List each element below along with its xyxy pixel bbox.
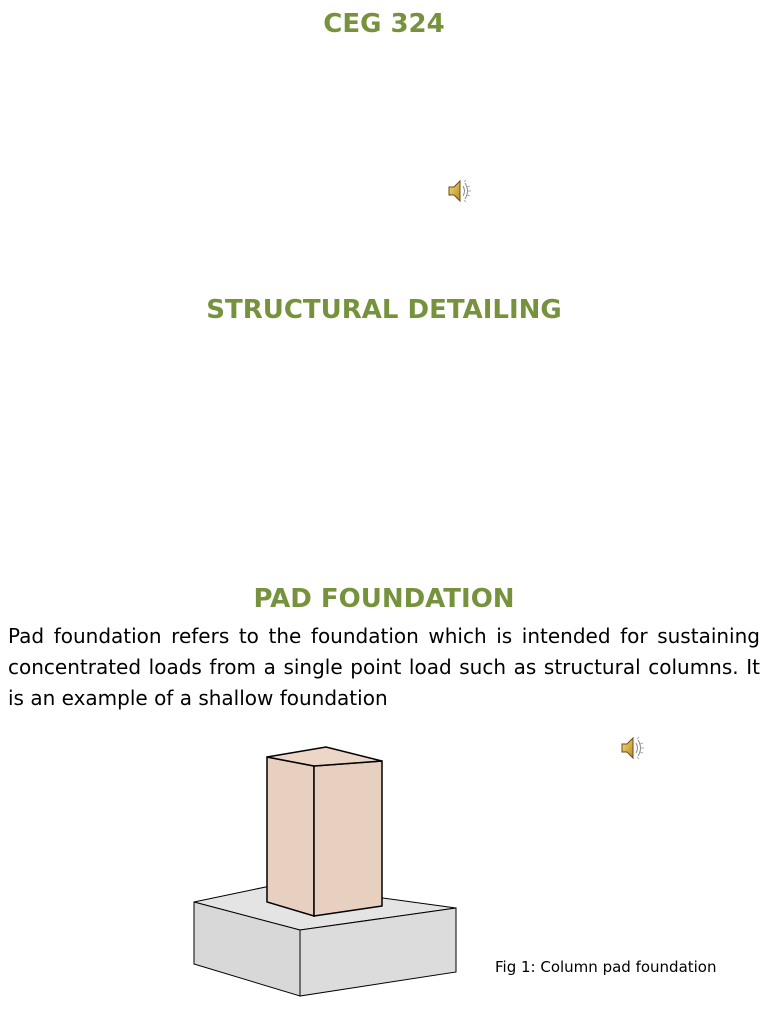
speaker-icon-graphic	[619, 735, 645, 761]
speaker-icon[interactable]	[446, 178, 472, 204]
slide-title-structural-detailing: STRUCTURAL DETAILING	[206, 295, 562, 325]
pad-foundation-description: Pad foundation refers to the foundation which is intended for sustaining concentrated loads from a single point load such as structural columns. It is an example of a shallow foundation	[8, 624, 760, 710]
column-pad-foundation-drawing	[190, 744, 462, 1000]
column-right-face	[314, 761, 382, 916]
speaker-icon[interactable]	[619, 735, 645, 761]
column-pad-foundation-figure	[190, 744, 462, 1000]
slide-title-pad-foundation: PAD FOUNDATION	[253, 584, 515, 614]
figure-caption: Fig 1: Column pad foundation	[495, 958, 717, 976]
speaker-icon-graphic	[446, 178, 472, 204]
slide-title-ceg: CEG 324	[323, 9, 445, 39]
column-left-face	[267, 757, 314, 916]
